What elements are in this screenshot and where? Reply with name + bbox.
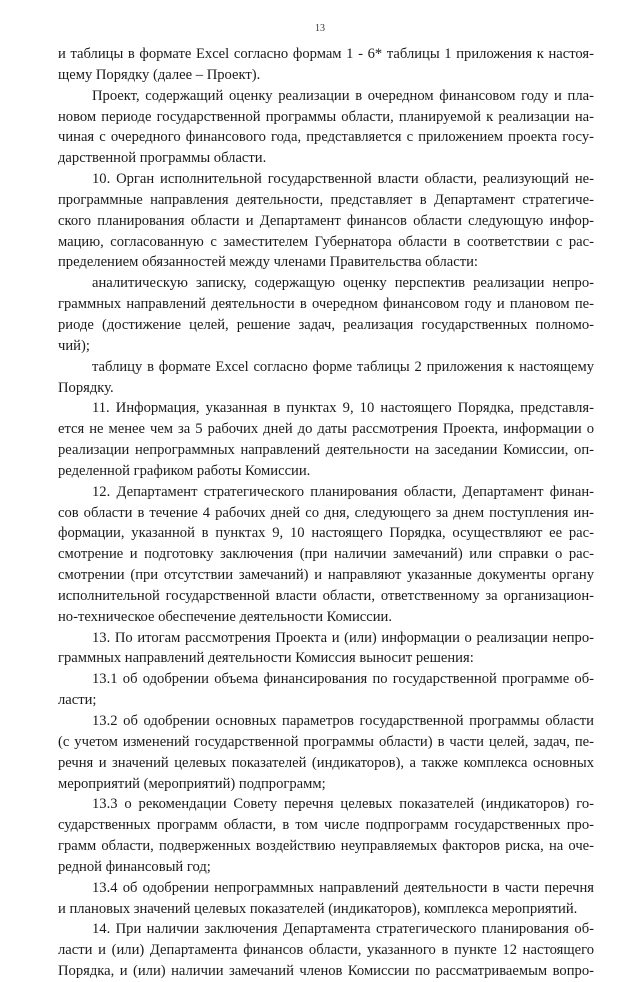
text-line: Порядку. xyxy=(58,379,114,396)
text-line: мацию, согласованную с заместителем Губернатора области в соответствии с рас- xyxy=(58,233,594,250)
text-line: ласти; xyxy=(58,692,97,709)
text-line: 13. По итогам рассмотрения Проекта и (или) информации о реализации непро- xyxy=(92,629,594,646)
text-line: и плановых значений целевых показателей (индикаторов), комплекса мероприятий. xyxy=(58,900,578,917)
text-line: 13.3 о рекомендации Совету перечня целевых показателей (индикаторов) го- xyxy=(92,796,594,813)
paragraph xyxy=(58,273,594,356)
paragraph xyxy=(58,878,594,920)
text-line: формации, указанной в пунктах 9, 10 настоящего Порядка, осуществляют ее рас- xyxy=(58,525,594,542)
text-line: пределением обязанностей между членами Правительства области: xyxy=(58,254,478,271)
text-line: чиная с очередного финансового года, представляется с приложением проекта госу- xyxy=(58,129,594,146)
text-line: риоде (достижение целей, решение задач, реализация государственных полномо- xyxy=(58,316,594,333)
text-line: таблицу в формате Excel согласно форме таблицы 2 приложения к настоящему xyxy=(92,358,594,375)
text-line: (с учетом изменений государственной программы области) в части целей, задач, пе- xyxy=(58,733,594,750)
text-line: щему Порядку (далее – Проект). xyxy=(58,66,261,83)
text-line: 13.1 об одобрении объема финансирования по государственной программе об- xyxy=(92,671,594,688)
text-line: ласти и (или) Департамента финансов области, указанного в пункте 12 настоящего xyxy=(58,942,594,959)
text-line: сов области в течение 4 рабочих дней со дня, следующего за днем поступления ин- xyxy=(58,504,594,521)
text-line: аналитическую записку, содержащую оценку перспектив реализации непро- xyxy=(92,275,594,292)
page-number: 13 xyxy=(315,23,325,34)
paragraph xyxy=(58,357,594,399)
text-line: чий); xyxy=(58,337,90,354)
paragraph xyxy=(58,711,594,794)
text-line: 10. Орган исполнительной государственной власти области, реализующий не- xyxy=(92,171,594,188)
paragraph xyxy=(58,669,594,711)
paragraph xyxy=(58,482,594,628)
text-line: программные направления деятельности, представляет в Департамент стратегиче- xyxy=(58,191,594,208)
text-line: редной финансовый год; xyxy=(58,858,211,875)
paragraph xyxy=(58,919,594,982)
text-line: граммных направлений деятельности Комиссия выносит решения: xyxy=(58,650,474,667)
text-line: смотрение и подготовку заключения (при наличии замечаний) или справки о рас- xyxy=(58,546,594,563)
text-line: Порядка, и (или) наличии замечаний членов Комиссии по рассматриваемым вопро- xyxy=(58,963,594,980)
text-line: речня и значений целевых показателей (индикаторов), а также комплекса основных xyxy=(58,754,594,771)
text-line: ского планирования области и Департамент финансов области следующую инфор- xyxy=(58,212,594,229)
text-line: ется не менее чем за 5 рабочих дней до даты рассмотрения Проекта, информации о xyxy=(58,421,594,438)
text-line: сударственных программ области, в том числе подпрограмм государственных про- xyxy=(58,817,594,834)
text-line: 13.4 об одобрении непрограммных направлений деятельности в части перечня xyxy=(92,879,594,896)
text-line: реализации непрограммных направлений деятельности на заседании Комиссии, оп- xyxy=(58,442,594,459)
text-line: смотрении (при отсутствии замечаний) и направляют указанные документы органу xyxy=(58,567,594,584)
text-line: 13.2 об одобрении основных параметров государственной программы области xyxy=(92,713,594,729)
paragraph xyxy=(58,86,594,169)
text-line: 11. Информация, указанная в пунктах 9, 10 настоящего Порядка, представля- xyxy=(92,400,594,417)
paragraph xyxy=(58,169,594,273)
text-line: исполнительной государственной власти области, ответственному за организацион- xyxy=(58,587,594,604)
paragraph xyxy=(58,398,594,481)
text-line: 14. При наличии заключения Департамента стратегического планирования об- xyxy=(92,921,594,938)
document-body xyxy=(58,44,594,982)
text-line: граммных направлений деятельности в очередном финансовом году и плановом пе- xyxy=(58,296,594,313)
text-line: 12. Департамент стратегического планирования области, Департамент финан- xyxy=(92,483,594,500)
text-line: и таблицы в формате Excel согласно формам 1 - 6* таблицы 1 приложения к настоя- xyxy=(58,46,594,62)
text-line: дарственной программы области. xyxy=(58,150,267,167)
paragraph xyxy=(58,794,594,877)
text-line: ределенной графиком работы Комиссии. xyxy=(58,462,311,479)
text-line: мероприятий (мероприятий) подпрограмм; xyxy=(58,775,326,792)
text-line: грамм области, подверженных воздействию неуправляемых факторов риска, на оче- xyxy=(58,838,594,855)
text-line: новом периоде государственной программы области, планируемой к реализации на- xyxy=(58,108,594,125)
paragraph xyxy=(58,44,594,86)
text-line: но-техническое обеспечение деятельности Комиссии. xyxy=(58,608,392,625)
paragraph xyxy=(58,628,594,670)
text-line: Проект, содержащий оценку реализации в очередном финансовом году и пла- xyxy=(92,87,594,104)
